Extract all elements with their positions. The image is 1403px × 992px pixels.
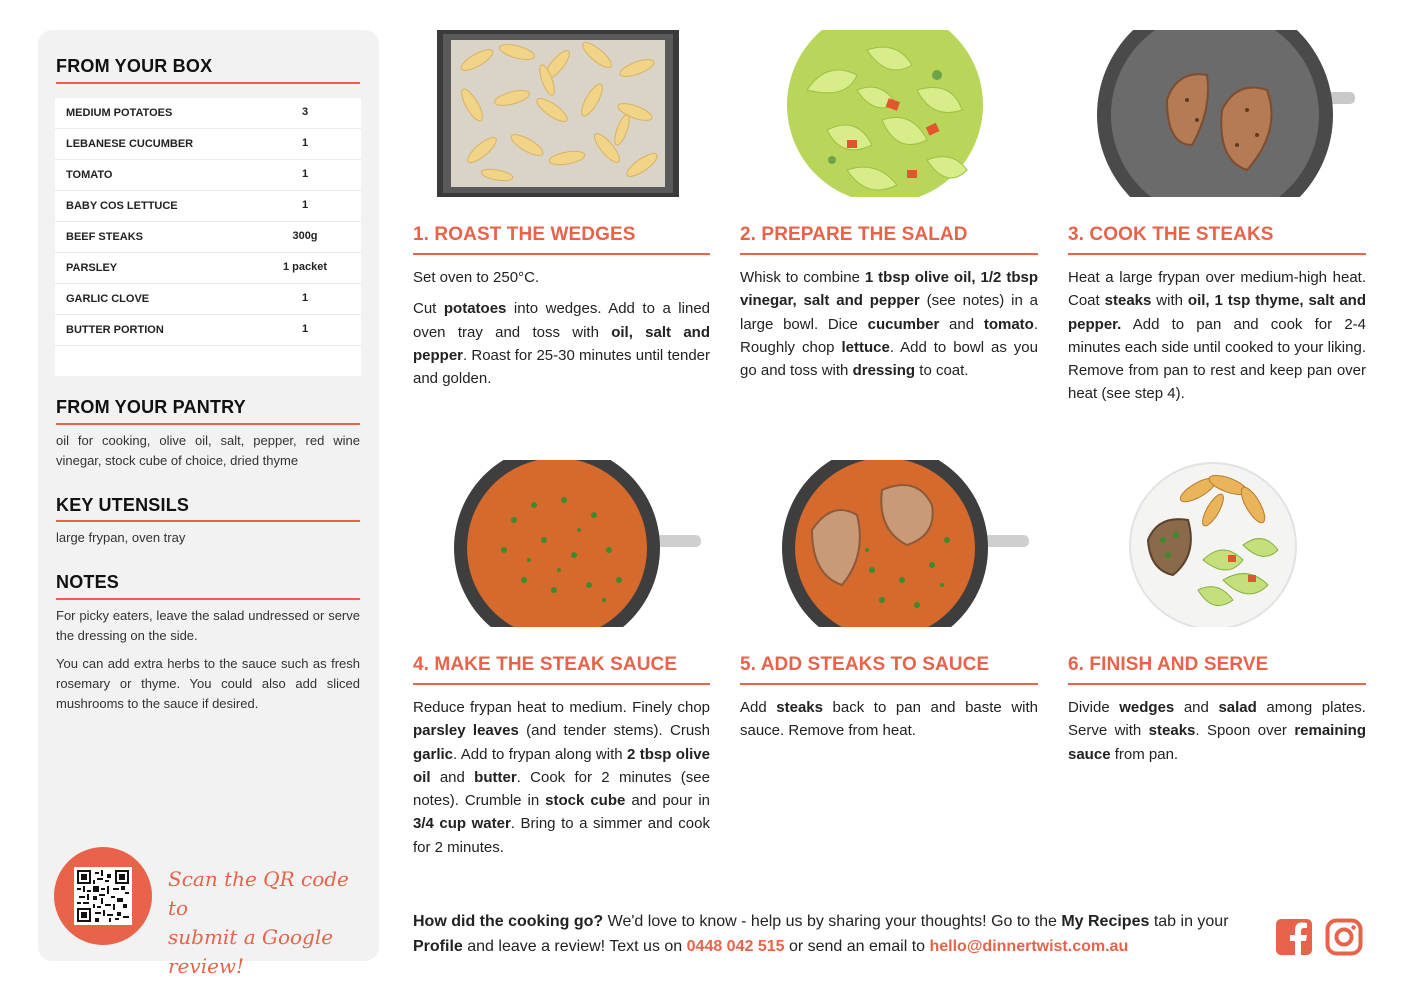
- box-ingredients-table: [55, 98, 361, 376]
- finished-plate-photo: [1128, 460, 1298, 627]
- from-your-pantry-title: FROM YOUR PANTRY: [56, 397, 246, 417]
- ingredient-qty: 1: [301, 323, 309, 335]
- divider: [56, 598, 360, 600]
- table-row: [55, 315, 361, 346]
- table-row: [55, 191, 361, 222]
- facebook-icon[interactable]: [1275, 918, 1313, 956]
- ingredient-qty: 3: [301, 106, 309, 118]
- step-1-title: 1. ROAST THE WEDGES: [413, 224, 636, 245]
- note-2: You can add extra herbs to the sauce such as fresh rosemary or thyme. You could also add sliced mushrooms to the sauce if desired.: [56, 656, 360, 711]
- profile-label: Profile: [413, 938, 463, 955]
- ingredient-qty: 1: [301, 137, 309, 149]
- step-4-title: 4. MAKE THE STEAK SAUCE: [413, 654, 678, 675]
- salad-photo: [787, 30, 983, 197]
- step-2-p1: Whisk to combine 1 tbsp olive oil, 1/2 tbsp vinegar, salt and pepper (see notes) in a large bowl. Dice cucumber and tomato. Roughly chop lettuce. Add to bowl as you go and toss with dressing to coat.: [740, 269, 1038, 380]
- ingredient-qty: 1: [301, 168, 309, 180]
- ingredient-qty: 300g: [292, 230, 318, 242]
- step-1-p2: Cut potatoes into wedges. Add to a lined oven tray and toss with oil, salt and pepper. Roast for 25-30 minutes until tender and golden.: [413, 300, 710, 388]
- divider: [56, 423, 360, 425]
- ingredient-name: TOMATO: [66, 169, 113, 181]
- footer-text: and leave a review! Text us on: [462, 938, 687, 955]
- ingredient-name: BUTTER PORTION: [66, 324, 164, 336]
- table-row: [55, 284, 361, 315]
- step-2-text: [740, 266, 1038, 390]
- footer-text: or send an email to: [784, 938, 930, 955]
- table-row: [55, 98, 361, 129]
- step-3-divider: [1068, 253, 1366, 255]
- table-row: [55, 253, 361, 284]
- table-row: [55, 222, 361, 253]
- step-4-text: [413, 696, 710, 867]
- roast-wedges-photo: [437, 30, 679, 197]
- ingredient-name: BEEF STEAKS: [66, 231, 144, 243]
- step-5-title: 5. ADD STEAKS TO SAUCE: [740, 654, 990, 675]
- divider: [56, 520, 360, 522]
- step-4-divider: [413, 683, 710, 685]
- ingredient-qty: 1: [301, 292, 309, 304]
- phone-link[interactable]: 0448 042 515: [686, 938, 785, 955]
- ingredient-name: MEDIUM POTATOES: [66, 107, 173, 119]
- my-recipes-label: My Recipes: [1061, 913, 1150, 930]
- qr-caption-line-2: submit a Google review!: [168, 925, 334, 978]
- step-1-p1: Set oven to 250°C.: [413, 269, 540, 286]
- ingredient-name: GARLIC CLOVE: [66, 293, 150, 305]
- sidebar: [38, 30, 379, 978]
- qr-badge[interactable]: [54, 847, 152, 945]
- pantry-text: oil for cooking, olive oil, salt, pepper, red wine vinegar, stock cube of choice, dried thyme: [56, 433, 360, 468]
- qr-caption-line-1: Scan the QR code to: [168, 867, 349, 920]
- step-6-text: [1068, 696, 1366, 774]
- from-your-box-title: FROM YOUR BOX: [56, 56, 213, 76]
- steak-sauce-photo: [454, 460, 701, 627]
- footer-text: We'd love to know - help us by sharing your thoughts! Go to the: [603, 913, 1062, 930]
- notes-title: NOTES: [56, 572, 120, 592]
- qr-caption: [168, 865, 368, 981]
- step-5-divider: [740, 683, 1038, 685]
- step-6-divider: [1068, 683, 1366, 685]
- step-4-p1: Reduce frypan heat to medium. Finely chop parsley leaves (and tender stems). Crush garlic. Add to frypan along with 2 tbsp olive oil and butter. Cook for 2 minutes (see notes). Crumble in stock cube and pour in 3/4 cup water. Bring to a simmer and cook for 2 minutes.: [413, 699, 711, 856]
- ingredient-name: LEBANESE CUCUMBER: [66, 138, 194, 150]
- step-3-text: [1068, 266, 1366, 414]
- step-6-title: 6. FINISH AND SERVE: [1068, 654, 1269, 675]
- ingredient-name: PARSLEY: [66, 262, 118, 274]
- key-utensils-title: KEY UTENSILS: [56, 495, 190, 515]
- ingredient-name: BABY COS LETTUCE: [66, 200, 178, 212]
- email-link[interactable]: hello@dinnertwist.com.au: [929, 938, 1129, 955]
- footer-question: How did the cooking go?: [413, 913, 604, 930]
- step-2-title: 2. PREPARE THE SALAD: [740, 224, 968, 245]
- cook-steaks-photo: [1097, 30, 1355, 197]
- step-3-p1: Heat a large frypan over medium-high heat. Coat steaks with oil, 1 tsp thyme, salt and pepper. Add to pan and cook for 2-4 minutes each side until cooked to your liking. Remove from pan to rest and keep pan over heat (see step 4).: [1068, 269, 1366, 403]
- ingredient-qty: 1: [301, 199, 309, 211]
- step-5-text: [740, 696, 1038, 751]
- steaks-in-sauce-photo: [782, 460, 1029, 627]
- utensils-text: large frypan, oven tray: [56, 530, 186, 545]
- review-footer: [413, 909, 1263, 959]
- note-1: For picky eaters, leave the salad undressed or serve the dressing on the side.: [56, 608, 360, 643]
- step-3-title: 3. COOK THE STEAKS: [1068, 224, 1274, 245]
- qr-code-icon[interactable]: [74, 867, 132, 925]
- step-1-text: [413, 266, 710, 398]
- table-row: [55, 160, 361, 191]
- footer-text: tab in your: [1149, 913, 1229, 930]
- instagram-icon[interactable]: [1325, 918, 1363, 956]
- step-5-p1: Add steaks back to pan and baste with sauce. Remove from heat.: [740, 699, 1039, 740]
- step-2-divider: [740, 253, 1038, 255]
- step-6-p1: Divide wedges and salad among plates. Serve with steaks. Spoon over remaining sauce from pan.: [1068, 699, 1366, 763]
- ingredient-qty: 1 packet: [282, 261, 328, 273]
- table-row: [55, 129, 361, 160]
- divider: [56, 82, 360, 84]
- step-1-divider: [413, 253, 710, 255]
